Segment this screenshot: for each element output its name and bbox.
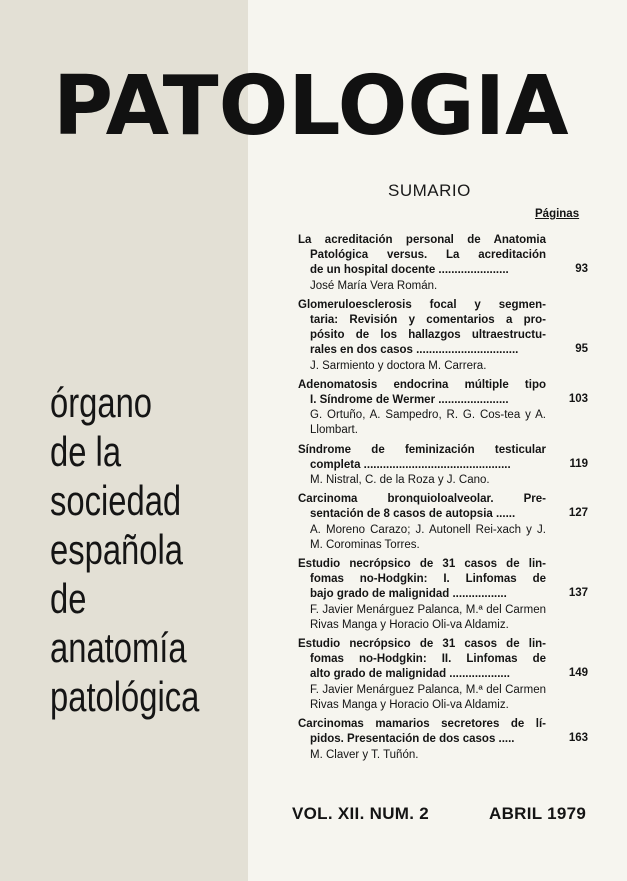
toc-entry-title: [298, 637, 546, 683]
toc-entry: [298, 443, 588, 489]
toc-title-line: completa ..............................................: [310, 458, 511, 471]
toc-entry-authors: G. Ortuño, A. Sampedro, R. G. Cos-tea y A. Llombart.: [310, 409, 546, 437]
toc-entry: [298, 717, 588, 763]
toc-entry-title: [298, 717, 546, 747]
toc-entry: [298, 298, 588, 374]
toc-entry-title: [298, 298, 546, 359]
society-line-1: órgano: [50, 379, 153, 426]
toc-entry-page: 127: [568, 507, 588, 520]
toc-entry-authors: F. Javier Menárguez Palanca, M.ª del Carmen Rivas Manga y Horacio Oli-va Aldamiz.: [310, 603, 546, 631]
toc-entry: [298, 557, 588, 633]
toc-title-line: bajo grado de malignidad .................: [310, 588, 507, 601]
society-line-4: española: [50, 526, 183, 573]
society-line-6: anatomía: [50, 624, 187, 671]
toc-title-line: de un hospital docente ......................: [310, 264, 509, 277]
toc-entry: [298, 233, 588, 294]
toc-title-line: sentación de 8 casos de autopsia ......: [310, 508, 516, 521]
toc-title-line: I. Síndrome de Wermer ......................: [310, 394, 509, 407]
toc-entry-title: [298, 443, 546, 473]
toc-title-line: fomas no-Hodgkin: II. Linfomas de: [310, 653, 546, 666]
toc-title-line: Carcinoma bronquioloalveolar. Pre-: [298, 493, 546, 506]
toc-entry-title: [298, 557, 546, 603]
toc-entry-page: 103: [568, 393, 588, 406]
toc-entry: [298, 637, 588, 713]
toc-entry-page: 95: [575, 343, 588, 356]
toc-title-line: Estudio necrópsico de 31 casos de lin-: [298, 558, 546, 571]
society-line-5: de: [50, 575, 87, 622]
toc-entry-authors: M. Claver y T. Tuñón.: [310, 748, 419, 761]
toc-title-line: alto grado de malignidad ...................: [310, 668, 510, 681]
society-line-3: sociedad: [50, 477, 182, 524]
toc-title-line: pidos. Presentación de dos casos .....: [310, 733, 515, 746]
volume-number: VOL. XII. NUM. 2: [292, 804, 430, 823]
toc-entry-page: 93: [575, 263, 588, 276]
toc-title-line: Síndrome de feminización testicular: [298, 443, 546, 456]
toc-title-line: taria: Revisión y comentarios a pro-: [310, 314, 546, 327]
toc-title-line: rales en dos casos ................................: [310, 344, 519, 357]
toc-entry-authors: M. Nistral, C. de la Roza y J. Cano.: [310, 474, 490, 487]
pages-heading: Páginas: [535, 208, 580, 220]
toc-title-line: Estudio necrópsico de 31 casos de lin-: [298, 638, 546, 651]
toc-entry-page: 163: [568, 732, 588, 745]
toc-title-line: Patológica versus. La acreditación: [310, 249, 546, 262]
toc-title-line: Adenomatosis endocrina múltiple tipo: [298, 378, 546, 391]
toc-title-line: pósito de los hallazgos ultraestructu-: [310, 329, 546, 342]
toc-entry-title: [298, 233, 546, 279]
society-line-2: de la: [50, 428, 122, 475]
toc-entry: [298, 378, 588, 439]
toc-title-line: La acreditación personal de Anatomia: [298, 234, 546, 246]
journal-title: PATOLOGIA: [53, 59, 569, 154]
toc-title-line: Glomeruloesclerosis focal y segmen-: [298, 298, 546, 311]
society-line-7: patológica: [50, 673, 200, 720]
table-of-contents: [298, 233, 588, 767]
issue-date: ABRIL 1979: [489, 804, 587, 823]
toc-entry-authors: F. Javier Menárguez Palanca, M.ª del Carmen Rivas Manga y Horacio Oli-va Aldamiz.: [310, 683, 546, 711]
summary-heading: SUMARIO: [388, 181, 471, 200]
society-description: [50, 378, 206, 721]
toc-entry-title: [298, 378, 546, 408]
toc-entry-page: 137: [568, 587, 588, 600]
toc-entry-authors: A. Moreno Carazo; J. Autonell Rei-xach y J. M. Corominas Torres.: [310, 523, 546, 551]
toc-entry-page: 119: [569, 457, 588, 470]
toc-title-line: Carcinomas mamarios secretores de lí-: [298, 718, 546, 731]
toc-entry-page: 149: [568, 667, 588, 680]
toc-entry-authors: José María Vera Román.: [310, 279, 438, 292]
toc-title-line: fomas no-Hodgkin: I. Linfomas de: [310, 573, 546, 586]
toc-entry: [298, 492, 588, 553]
toc-entry-authors: J. Sarmiento y doctora M. Carrera.: [310, 359, 487, 372]
toc-entry-title: [298, 492, 546, 522]
